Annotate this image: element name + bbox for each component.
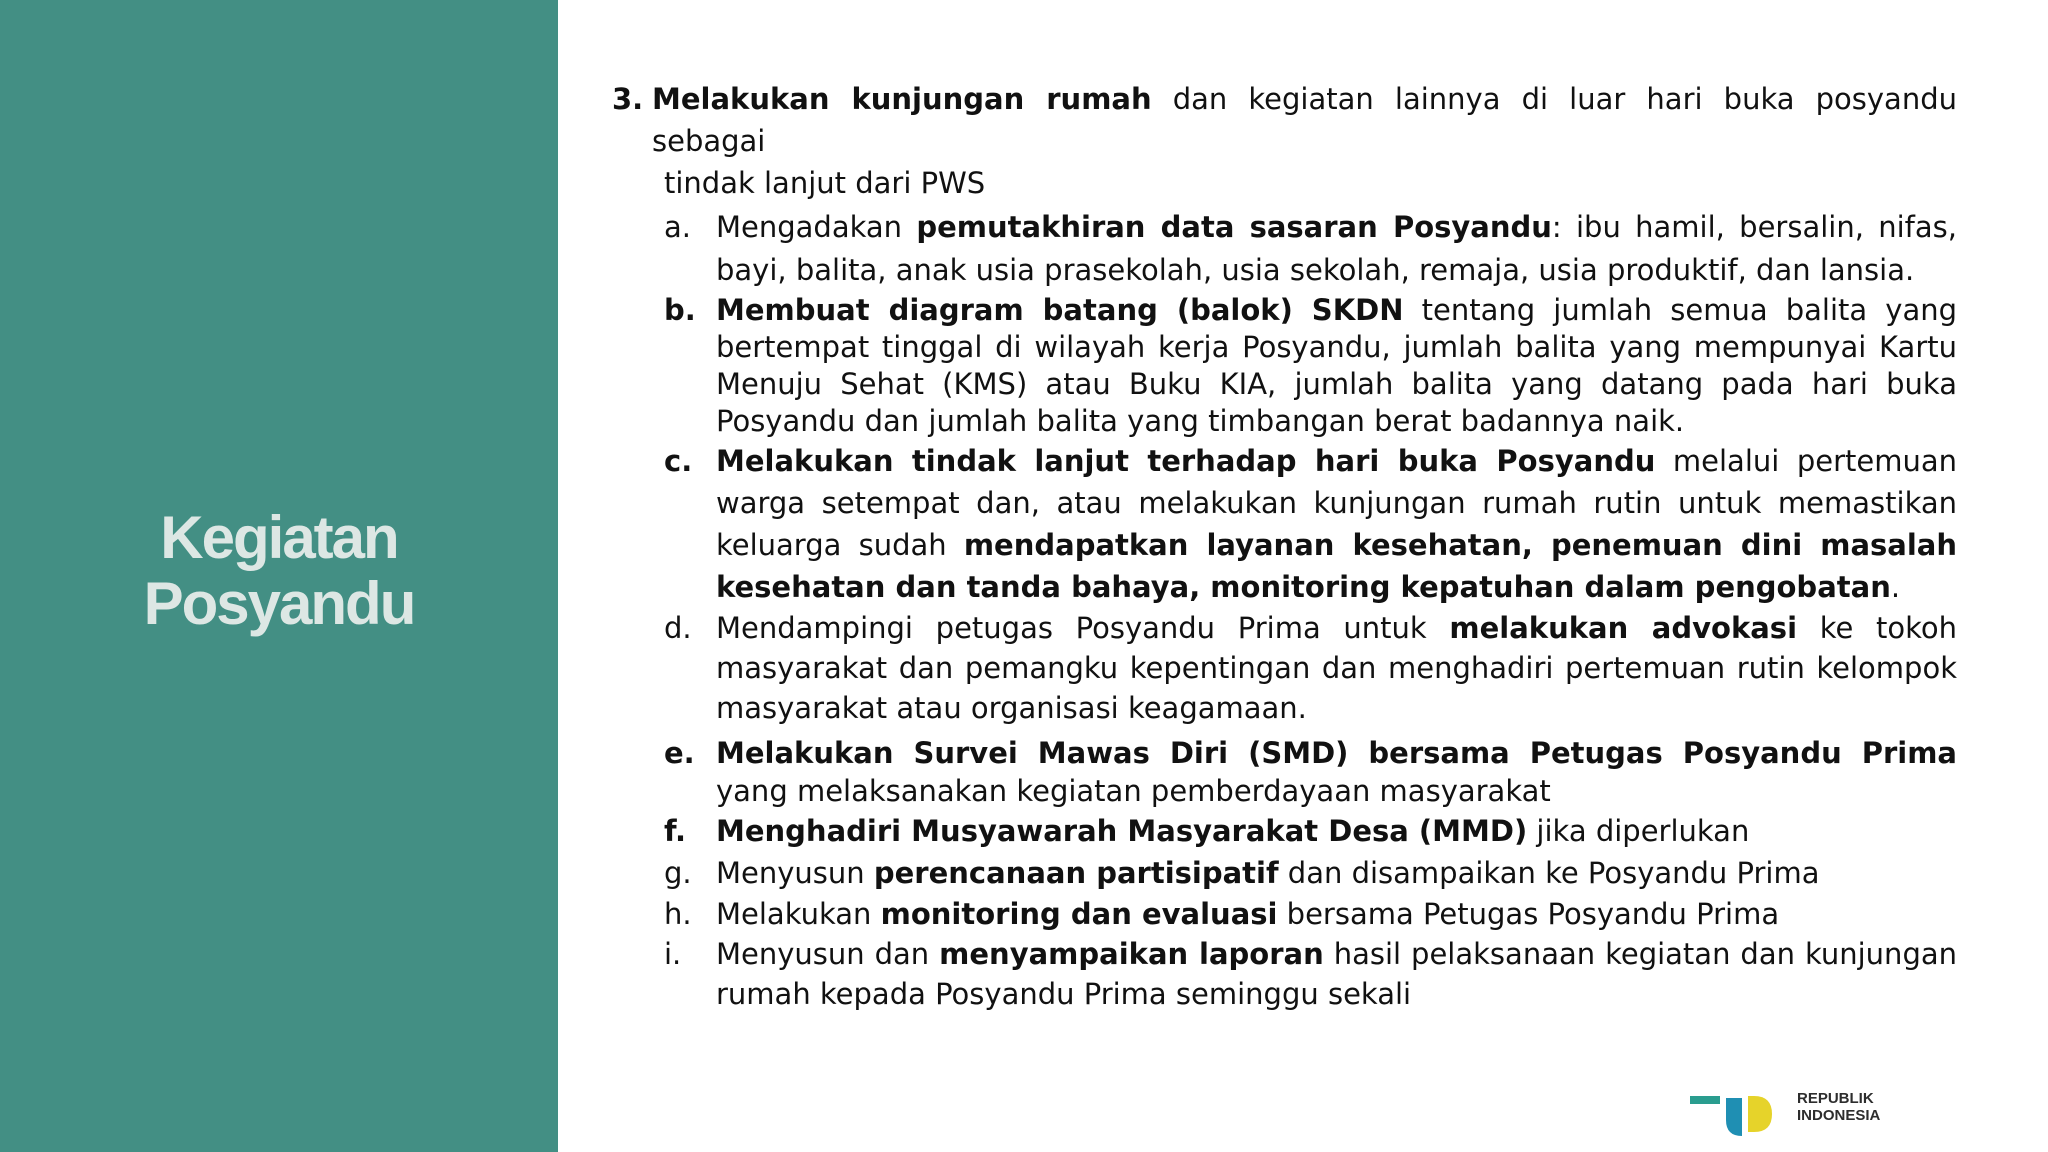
list-item-plain-text: Melakukan (716, 897, 881, 931)
list-item-plain-text: Menyusun dan (716, 937, 940, 971)
list-item (664, 810, 1957, 852)
slide-title (0, 505, 558, 637)
sub-list (664, 206, 1957, 1014)
list-item-plain-text: . (1890, 570, 1901, 604)
list-item-bold-text: Membuat diagram batang (balok) SKDN (716, 293, 1404, 327)
list-item-plain-text: jika diperlukan (1527, 814, 1750, 848)
list-item-text (716, 608, 1957, 728)
list-item-text (716, 894, 1957, 934)
list-item-plain-text: Mendampingi petugas Posyandu Prima untuk (716, 611, 1450, 645)
main-item-text: dan kegiatan lainnya di luar hari buka posyandu sebagai (652, 82, 1957, 158)
list-item-text (716, 440, 1957, 608)
list-item-bold-text: mendapatkan layanan kesehatan, penemuan dini masalah kesehatan dan tanda bahaya, monitoring kepatuhan dalam pengobatan (716, 528, 1957, 604)
list-item-bold-text: Melakukan Survei Mawas Diri (SMD) bersama Petugas Posyandu Prima (716, 736, 1957, 770)
logo-text-line2: INDONESIA (1797, 1107, 1881, 1124)
sidebar-panel (0, 0, 558, 1152)
main-list-item (612, 78, 1957, 204)
list-item (664, 852, 1957, 894)
list-item-label: e. (664, 736, 695, 770)
list-item-bold-text: perencanaan partisipatif (873, 856, 1279, 890)
list-item-bold-text: Melakukan tindak lanjut terhadap hari buka Posyandu (716, 444, 1656, 478)
list-item-bold-text: menyampaikan laporan (939, 937, 1324, 971)
list-item (664, 934, 1957, 1014)
slide-title-line1: Kegiatan (160, 504, 398, 571)
slide-title-line2: Posyandu (143, 570, 415, 637)
list-item (664, 734, 1957, 810)
logo-text-line1: REPUBLIK (1797, 1090, 1874, 1107)
list-item (664, 440, 1957, 608)
main-item-continuation: tindak lanjut dari PWS (664, 166, 986, 200)
main-item-number: 3. (612, 82, 644, 116)
list-item-text (716, 292, 1957, 440)
list-item-label: d. (664, 611, 692, 645)
list-item-plain-text: Mengadakan (716, 210, 917, 244)
list-item-bold-text: melakukan advokasi (1449, 611, 1798, 645)
list-item-plain-text: ke tokoh masyarakat dan pemangku kepentingan dan menghadiri pertemuan rutin kelompok masyarakat atau organisasi keagamaan. (716, 611, 1957, 725)
main-item-bold: Melakukan kunjungan rumah (652, 82, 1152, 116)
list-item (664, 894, 1957, 934)
list-item-label: h. (664, 897, 692, 931)
list-item-text (716, 934, 1957, 1014)
list-item-plain-text: dan disampaikan ke Posyandu Prima (1278, 856, 1820, 890)
list-item-bold-text: monitoring dan evaluasi (880, 897, 1278, 931)
list-item-bold-text: Menghadiri Musyawarah Masyarakat Desa (MMD) (716, 814, 1528, 848)
list-item-plain-text: Menyusun (716, 856, 874, 890)
list-item-plain-text: yang melaksanakan kegiatan pemberdayaan masyarakat (716, 774, 1551, 808)
list-item-plain-text: : ibu hamil, bersalin, nifas, bayi, balita, anak usia prasekolah, usia sekolah, remaja, usia produktif, dan lansia. (716, 210, 1957, 287)
list-item-text (716, 206, 1957, 292)
list-item (664, 292, 1957, 440)
list-item-text (716, 734, 1957, 810)
list-item-plain-text: melalui pertemuan warga setempat dan, atau melakukan kunjungan rumah rutin untuk memastikan keluarga sudah (716, 444, 1958, 562)
list-item-plain-text: bersama Petugas Posyandu Prima (1277, 897, 1780, 931)
list-item-plain-text: hasil pelaksanaan kegiatan dan kunjungan rumah kepada Posyandu Prima seminggu sekali (716, 937, 1957, 1011)
list-item-label: f. (664, 814, 687, 848)
list-item (664, 206, 1957, 292)
list-item (664, 608, 1957, 728)
list-item-label: i. (664, 937, 682, 971)
list-item-bold-text: pemutakhiran data sasaran Posyandu (916, 210, 1552, 244)
logo-text (1797, 1090, 1880, 1124)
list-item-label: g. (664, 856, 692, 890)
list-item-label: b. (664, 293, 696, 327)
content-area (612, 78, 1957, 1014)
list-item-label: c. (664, 444, 693, 478)
list-item-plain-text: tentang jumlah semua balita yang bertempat tinggal di wilayah kerja Posyandu, jumlah balita yang mempunyai Kartu Menuju Sehat (KMS) atau Buku KIA, jumlah balita yang datang pada hari buka Posyandu dan jumlah balita yang timbangan berat badannya naik. (716, 293, 1958, 438)
list-item-label: a. (664, 210, 691, 244)
list-item-text (716, 810, 1957, 852)
list-item-text (716, 852, 1957, 894)
